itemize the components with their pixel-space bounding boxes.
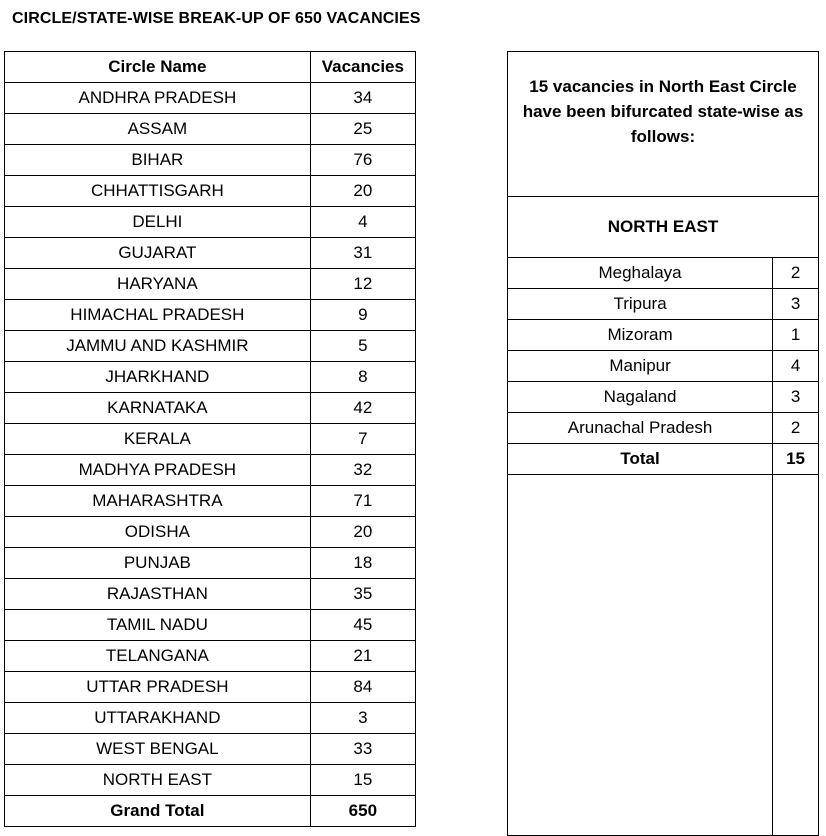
table-row xyxy=(508,258,819,289)
header-circle-name: Circle Name xyxy=(5,52,311,83)
header-row xyxy=(5,52,416,83)
table-row xyxy=(5,548,416,579)
empty-row xyxy=(508,565,819,595)
north-east-breakup-table xyxy=(507,51,819,836)
empty-cell xyxy=(773,595,819,625)
bifurcation-note: 15 vacancies in North East Circle have been bifurcated state-wise as follows: xyxy=(508,52,819,197)
table-row xyxy=(5,610,416,641)
circle-name-cell: WEST BENGAL xyxy=(5,734,311,765)
vacancies-cell: 7 xyxy=(310,424,415,455)
vacancies-cell: 45 xyxy=(310,610,415,641)
circle-name-cell: MADHYA PRADESH xyxy=(5,455,311,486)
vacancies-cell: 15 xyxy=(310,765,415,796)
circle-name-cell: UTTARAKHAND xyxy=(5,703,311,734)
north-east-heading: NORTH EAST xyxy=(508,197,819,258)
empty-cell xyxy=(773,685,819,715)
empty-cell xyxy=(508,685,773,715)
table-row xyxy=(5,114,416,145)
state-vacancies-cell: 2 xyxy=(773,258,819,289)
vacancies-cell: 34 xyxy=(310,83,415,114)
vacancies-cell: 20 xyxy=(310,176,415,207)
circle-vacancy-table xyxy=(4,51,416,827)
empty-cell xyxy=(508,475,773,506)
state-vacancies-cell: 4 xyxy=(773,351,819,382)
empty-cell xyxy=(508,775,773,805)
table-row xyxy=(5,765,416,796)
circle-name-cell: CHHATTISGARH xyxy=(5,176,311,207)
state-name-cell: Meghalaya xyxy=(508,258,773,289)
empty-cell xyxy=(773,655,819,685)
empty-cell xyxy=(773,505,819,535)
empty-cell xyxy=(773,775,819,805)
circle-name-cell: HARYANA xyxy=(5,269,311,300)
empty-row xyxy=(508,475,819,506)
vacancies-cell: 33 xyxy=(310,734,415,765)
table-row xyxy=(5,579,416,610)
table-row xyxy=(5,486,416,517)
state-name-cell: Nagaland xyxy=(508,382,773,413)
vacancies-cell: 18 xyxy=(310,548,415,579)
vacancies-cell: 35 xyxy=(310,579,415,610)
grand-total-row xyxy=(5,796,416,827)
circle-name-cell: KARNATAKA xyxy=(5,393,311,424)
table-row xyxy=(508,382,819,413)
vacancies-cell: 76 xyxy=(310,145,415,176)
vacancies-cell: 31 xyxy=(310,238,415,269)
state-name-cell: Manipur xyxy=(508,351,773,382)
circle-name-cell: JHARKHAND xyxy=(5,362,311,393)
state-vacancies-cell: 3 xyxy=(773,289,819,320)
empty-cell xyxy=(508,745,773,775)
table-row xyxy=(5,393,416,424)
state-vacancies-cell: 3 xyxy=(773,382,819,413)
empty-row xyxy=(508,685,819,715)
state-vacancies-cell: 2 xyxy=(773,413,819,444)
state-name-cell: Arunachal Pradesh xyxy=(508,413,773,444)
table-row xyxy=(5,455,416,486)
circle-name-cell: BIHAR xyxy=(5,145,311,176)
empty-row xyxy=(508,535,819,565)
table-row xyxy=(5,238,416,269)
circle-name-cell: JAMMU AND KASHMIR xyxy=(5,331,311,362)
vacancies-cell: 5 xyxy=(310,331,415,362)
vacancies-cell: 42 xyxy=(310,393,415,424)
header-vacancies: Vacancies xyxy=(310,52,415,83)
table-row xyxy=(5,300,416,331)
vacancies-cell: 3 xyxy=(310,703,415,734)
vacancies-cell: 20 xyxy=(310,517,415,548)
vacancies-cell: 84 xyxy=(310,672,415,703)
circle-name-cell: ODISHA xyxy=(5,517,311,548)
total-row xyxy=(508,444,819,475)
circle-name-cell: HIMACHAL PRADESH xyxy=(5,300,311,331)
circle-name-cell: DELHI xyxy=(5,207,311,238)
table-row xyxy=(5,424,416,455)
table-row xyxy=(5,362,416,393)
empty-row xyxy=(508,775,819,805)
table-row xyxy=(5,703,416,734)
empty-cell xyxy=(773,625,819,655)
table-row xyxy=(508,413,819,444)
empty-cell xyxy=(508,655,773,685)
empty-row xyxy=(508,805,819,836)
page-title: CIRCLE/STATE-WISE BREAK-UP OF 650 VACANCIES xyxy=(12,10,421,27)
empty-cell xyxy=(508,805,773,836)
empty-cell xyxy=(773,805,819,836)
vacancies-cell: 12 xyxy=(310,269,415,300)
empty-row xyxy=(508,625,819,655)
circle-name-cell: GUJARAT xyxy=(5,238,311,269)
table-row xyxy=(5,734,416,765)
state-name-cell: Mizoram xyxy=(508,320,773,351)
table-row xyxy=(508,289,819,320)
circle-name-cell: ASSAM xyxy=(5,114,311,145)
empty-cell xyxy=(508,625,773,655)
vacancies-cell: 4 xyxy=(310,207,415,238)
circle-name-cell: RAJASTHAN xyxy=(5,579,311,610)
state-vacancies-cell: 1 xyxy=(773,320,819,351)
vacancies-cell: 650 xyxy=(310,796,415,827)
circle-name-cell: PUNJAB xyxy=(5,548,311,579)
table-row xyxy=(5,83,416,114)
vacancies-cell: 32 xyxy=(310,455,415,486)
table-row xyxy=(508,320,819,351)
empty-cell xyxy=(508,535,773,565)
circle-name-cell: MAHARASHTRA xyxy=(5,486,311,517)
empty-row xyxy=(508,745,819,775)
empty-cell xyxy=(508,505,773,535)
circle-name-cell: NORTH EAST xyxy=(5,765,311,796)
state-vacancies-cell: 15 xyxy=(773,444,819,475)
table-row xyxy=(5,207,416,238)
state-name-cell: Total xyxy=(508,444,773,475)
circle-name-cell: UTTAR PRADESH xyxy=(5,672,311,703)
empty-cell xyxy=(773,565,819,595)
empty-cell xyxy=(508,595,773,625)
empty-cell xyxy=(773,475,819,506)
empty-row xyxy=(508,715,819,745)
table-row xyxy=(5,672,416,703)
empty-cell xyxy=(773,715,819,745)
vacancies-cell: 21 xyxy=(310,641,415,672)
table-row xyxy=(5,331,416,362)
vacancies-cell: 9 xyxy=(310,300,415,331)
table-row xyxy=(5,176,416,207)
table-row xyxy=(5,269,416,300)
vacancies-cell: 8 xyxy=(310,362,415,393)
empty-cell xyxy=(508,565,773,595)
circle-name-cell: ANDHRA PRADESH xyxy=(5,83,311,114)
table-row xyxy=(508,351,819,382)
empty-cell xyxy=(773,535,819,565)
empty-cell xyxy=(508,715,773,745)
table-row xyxy=(5,517,416,548)
empty-cell xyxy=(773,745,819,775)
circle-name-cell: Grand Total xyxy=(5,796,311,827)
circle-name-cell: KERALA xyxy=(5,424,311,455)
empty-row xyxy=(508,505,819,535)
table-row xyxy=(5,145,416,176)
vacancies-cell: 71 xyxy=(310,486,415,517)
circle-name-cell: TAMIL NADU xyxy=(5,610,311,641)
circle-name-cell: TELANGANA xyxy=(5,641,311,672)
empty-row xyxy=(508,595,819,625)
state-name-cell: Tripura xyxy=(508,289,773,320)
empty-row xyxy=(508,655,819,685)
vacancies-cell: 25 xyxy=(310,114,415,145)
table-row xyxy=(5,641,416,672)
